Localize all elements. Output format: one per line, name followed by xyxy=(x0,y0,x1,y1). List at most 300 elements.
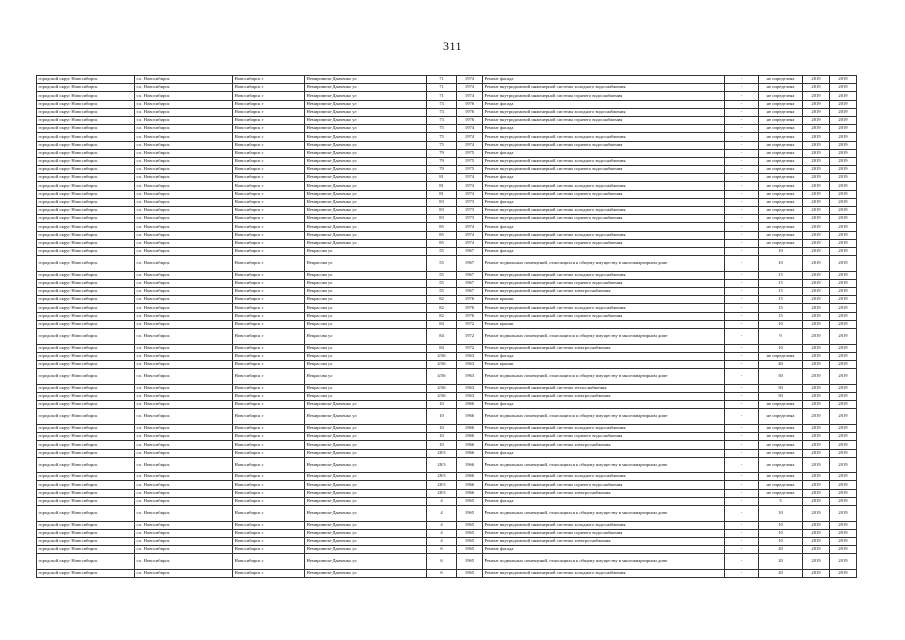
plan-year-cell: 2019 xyxy=(803,384,830,392)
district-cell: г.о. Новосибирск xyxy=(135,198,233,206)
municipality-cell: городской округ Новосибирск xyxy=(37,569,135,577)
dash-cell: - xyxy=(725,125,759,133)
wear-cell: не определена xyxy=(759,92,803,100)
dash-cell: - xyxy=(725,100,759,108)
city-cell: Новосибирск г xyxy=(233,141,305,149)
table-row xyxy=(37,92,857,100)
municipality-cell: городской округ Новосибирск xyxy=(37,352,135,360)
table-row xyxy=(37,166,857,174)
work-type-cell: Ремонт внутридомовой инженерной системы горячего водоснабжения xyxy=(483,481,725,489)
plan-year-cell: 2019 xyxy=(803,256,830,272)
district-cell: г.о. Новосибирск xyxy=(135,108,233,116)
year-built-cell: 1976 xyxy=(457,304,483,312)
table-row xyxy=(37,182,857,190)
district-cell: г.о. Новосибирск xyxy=(135,392,233,400)
year-built-cell: 1965 xyxy=(457,538,483,546)
house-number-cell: 4/56 xyxy=(427,369,457,385)
end-year-cell: 2019 xyxy=(830,424,857,432)
end-year-cell: 2019 xyxy=(830,256,857,272)
year-built-cell: 1972 xyxy=(457,344,483,352)
plan-year-cell: 2019 xyxy=(803,304,830,312)
street-cell: Немировича-Данченко ул xyxy=(305,198,427,206)
year-built-cell: 1975 xyxy=(457,166,483,174)
house-number-cell: 28/3 xyxy=(427,473,457,481)
municipality-cell: городской округ Новосибирск xyxy=(37,247,135,255)
district-cell: г.о. Новосибирск xyxy=(135,190,233,198)
end-year-cell: 2019 xyxy=(830,546,857,554)
municipality-cell: городской округ Новосибирск xyxy=(37,157,135,165)
plan-year-cell: 2019 xyxy=(803,433,830,441)
municipality-cell: городской округ Новосибирск xyxy=(37,546,135,554)
street-cell: Немировича-Данченко ул xyxy=(305,174,427,182)
wear-cell: 10 xyxy=(759,538,803,546)
municipality-cell: городской округ Новосибирск xyxy=(37,296,135,304)
municipality-cell: городской округ Новосибирск xyxy=(37,529,135,537)
end-year-cell: 2019 xyxy=(830,76,857,84)
year-built-cell: 1974 xyxy=(457,223,483,231)
plan-year-cell: 2019 xyxy=(803,215,830,223)
street-cell: Немировича-Данченко ул xyxy=(305,108,427,116)
wear-cell: не определена xyxy=(759,215,803,223)
street-cell: Немировича-Данченко ул xyxy=(305,125,427,133)
wear-cell: 5 xyxy=(759,497,803,505)
dash-cell: - xyxy=(725,133,759,141)
city-cell: Новосибирск г xyxy=(233,361,305,369)
wear-cell: не определена xyxy=(759,481,803,489)
house-number-cell: 10 xyxy=(427,433,457,441)
end-year-cell: 2019 xyxy=(830,473,857,481)
end-year-cell: 2019 xyxy=(830,384,857,392)
district-cell: г.о. Новосибирск xyxy=(135,497,233,505)
table-row xyxy=(37,569,857,577)
dash-cell: - xyxy=(725,529,759,537)
end-year-cell: 2019 xyxy=(830,247,857,255)
work-type-cell: Ремонт внутридомовой инженерной системы горячего водоснабжения xyxy=(483,141,725,149)
city-cell: Новосибирск г xyxy=(233,166,305,174)
house-number-cell: 4/56 xyxy=(427,361,457,369)
house-number-cell: 4 xyxy=(427,497,457,505)
year-built-cell: 1975 xyxy=(457,149,483,157)
work-type-cell: Ремонт подвальных помещений, относящихся к общему имуществу в многоквартирном доме xyxy=(483,256,725,272)
wear-cell: 10 xyxy=(759,344,803,352)
end-year-cell: 2019 xyxy=(830,304,857,312)
year-built-cell: 1963 xyxy=(457,361,483,369)
street-cell: Немировича-Данченко ул xyxy=(305,239,427,247)
district-cell: г.о. Новосибирск xyxy=(135,296,233,304)
work-type-cell: Ремонт фасада xyxy=(483,352,725,360)
wear-cell: не определена xyxy=(759,157,803,165)
municipality-cell: городской округ Новосибирск xyxy=(37,141,135,149)
end-year-cell: 2019 xyxy=(830,182,857,190)
house-number-cell: 84 xyxy=(427,320,457,328)
municipality-cell: городской округ Новосибирск xyxy=(37,271,135,279)
plan-year-cell: 2019 xyxy=(803,329,830,345)
dash-cell: - xyxy=(725,392,759,400)
street-cell: Немировича-Данченко ул xyxy=(305,166,427,174)
year-built-cell: 1966 xyxy=(457,409,483,425)
year-built-cell: 1974 xyxy=(457,92,483,100)
end-year-cell: 2019 xyxy=(830,207,857,215)
work-type-cell: Ремонт внутридомовой инженерной системы электроснабжения xyxy=(483,392,725,400)
wear-cell: 10 xyxy=(759,521,803,529)
district-cell: г.о. Новосибирск xyxy=(135,457,233,473)
plan-year-cell: 2019 xyxy=(803,409,830,425)
municipality-cell: городской округ Новосибирск xyxy=(37,554,135,570)
city-cell: Новосибирск г xyxy=(233,441,305,449)
street-cell: Немировича-Данченко ул xyxy=(305,546,427,554)
municipality-cell: городской округ Новосибирск xyxy=(37,449,135,457)
district-cell: г.о. Новосибирск xyxy=(135,424,233,432)
wear-cell: не определена xyxy=(759,449,803,457)
house-number-cell: 73 xyxy=(427,108,457,116)
city-cell: Новосибирск г xyxy=(233,76,305,84)
year-built-cell: 1972 xyxy=(457,320,483,328)
table-row xyxy=(37,207,857,215)
work-type-cell: Ремонт внутридомовой инженерной системы горячего водоснабжения xyxy=(483,92,725,100)
work-type-cell: Ремонт подвальных помещений, относящихся к общему имуществу в многоквартирном доме xyxy=(483,369,725,385)
municipality-cell: городской округ Новосибирск xyxy=(37,231,135,239)
work-type-cell: Ремонт внутридомовой инженерной системы горячего водоснабжения xyxy=(483,529,725,537)
house-number-cell: 75 xyxy=(427,125,457,133)
house-number-cell: 82 xyxy=(427,296,457,304)
wear-cell: не определена xyxy=(759,190,803,198)
work-type-cell: Ремонт подвальных помещений, относящихся к общему имуществу в многоквартирном доме xyxy=(483,554,725,570)
year-built-cell: 1973 xyxy=(457,207,483,215)
year-built-cell: 1966 xyxy=(457,457,483,473)
table-row xyxy=(37,174,857,182)
city-cell: Новосибирск г xyxy=(233,538,305,546)
house-number-cell: 4 xyxy=(427,521,457,529)
end-year-cell: 2019 xyxy=(830,433,857,441)
table-row xyxy=(37,529,857,537)
house-number-cell: 6 xyxy=(427,554,457,570)
street-cell: Некрасова ул xyxy=(305,352,427,360)
end-year-cell: 2019 xyxy=(830,239,857,247)
table-row xyxy=(37,457,857,473)
city-cell: Новосибирск г xyxy=(233,182,305,190)
table-row xyxy=(37,116,857,124)
municipality-cell: городской округ Новосибирск xyxy=(37,409,135,425)
dash-cell: - xyxy=(725,271,759,279)
municipality-cell: городской округ Новосибирск xyxy=(37,288,135,296)
district-cell: г.о. Новосибирск xyxy=(135,441,233,449)
dash-cell: - xyxy=(725,296,759,304)
wear-cell: не определена xyxy=(759,401,803,409)
table-row xyxy=(37,223,857,231)
street-cell: Немировича-Данченко ул xyxy=(305,116,427,124)
dash-cell: - xyxy=(725,215,759,223)
end-year-cell: 2019 xyxy=(830,157,857,165)
street-cell: Некрасова ул xyxy=(305,256,427,272)
plan-year-cell: 2019 xyxy=(803,546,830,554)
municipality-cell: городской округ Новосибирск xyxy=(37,473,135,481)
wear-cell: не определена xyxy=(759,76,803,84)
city-cell: Новосибирск г xyxy=(233,239,305,247)
table-row xyxy=(37,473,857,481)
table-row xyxy=(37,312,857,320)
plan-year-cell: 2019 xyxy=(803,392,830,400)
plan-year-cell: 2019 xyxy=(803,296,830,304)
table-row xyxy=(37,489,857,497)
wear-cell: 10 xyxy=(759,320,803,328)
street-cell: Немировича-Данченко ул xyxy=(305,489,427,497)
house-number-cell: 85 xyxy=(427,231,457,239)
municipality-cell: городской округ Новосибирск xyxy=(37,506,135,522)
end-year-cell: 2019 xyxy=(830,133,857,141)
work-type-cell: Ремонт внутридомовой инженерной системы холодного водоснабжения xyxy=(483,133,725,141)
house-number-cell: 84 xyxy=(427,344,457,352)
district-cell: г.о. Новосибирск xyxy=(135,157,233,165)
year-built-cell: 1965 xyxy=(457,546,483,554)
work-type-cell: Ремонт крыши xyxy=(483,361,725,369)
end-year-cell: 2019 xyxy=(830,100,857,108)
city-cell: Новосибирск г xyxy=(233,279,305,287)
district-cell: г.о. Новосибирск xyxy=(135,329,233,345)
street-cell: Некрасова ул xyxy=(305,312,427,320)
end-year-cell: 2019 xyxy=(830,223,857,231)
city-cell: Новосибирск г xyxy=(233,271,305,279)
year-built-cell: 1965 xyxy=(457,521,483,529)
house-number-cell: 79 xyxy=(427,157,457,165)
dash-cell: - xyxy=(725,489,759,497)
house-number-cell: 83 xyxy=(427,198,457,206)
district-cell: г.о. Новосибирск xyxy=(135,231,233,239)
end-year-cell: 2019 xyxy=(830,231,857,239)
district-cell: г.о. Новосибирск xyxy=(135,554,233,570)
city-cell: Новосибирск г xyxy=(233,108,305,116)
table-row xyxy=(37,288,857,296)
municipality-cell: городской округ Новосибирск xyxy=(37,239,135,247)
street-cell: Немировича-Данченко ул xyxy=(305,149,427,157)
year-built-cell: 1976 xyxy=(457,108,483,116)
wear-cell: не определена xyxy=(759,409,803,425)
municipality-cell: городской округ Новосибирск xyxy=(37,125,135,133)
work-type-cell: Ремонт фасада xyxy=(483,174,725,182)
dash-cell: - xyxy=(725,157,759,165)
work-type-cell: Ремонт фасада xyxy=(483,149,725,157)
plan-year-cell: 2019 xyxy=(803,344,830,352)
plan-year-cell: 2019 xyxy=(803,157,830,165)
year-built-cell: 1965 xyxy=(457,506,483,522)
end-year-cell: 2019 xyxy=(830,288,857,296)
plan-year-cell: 2019 xyxy=(803,457,830,473)
end-year-cell: 2019 xyxy=(830,401,857,409)
municipality-cell: городской округ Новосибирск xyxy=(37,384,135,392)
house-number-cell: 82 xyxy=(427,312,457,320)
municipality-cell: городской округ Новосибирск xyxy=(37,207,135,215)
street-cell: Немировича-Данченко ул xyxy=(305,506,427,522)
work-type-cell: Ремонт внутридомовой инженерной системы электроснабжения xyxy=(483,489,725,497)
dash-cell: - xyxy=(725,401,759,409)
dash-cell: - xyxy=(725,247,759,255)
street-cell: Немировича-Данченко ул xyxy=(305,133,427,141)
street-cell: Немировича-Данченко ул xyxy=(305,157,427,165)
city-cell: Новосибирск г xyxy=(233,521,305,529)
district-cell: г.о. Новосибирск xyxy=(135,473,233,481)
plan-year-cell: 2019 xyxy=(803,279,830,287)
municipality-cell: городской округ Новосибирск xyxy=(37,92,135,100)
plan-year-cell: 2019 xyxy=(803,108,830,116)
plan-year-cell: 2019 xyxy=(803,554,830,570)
district-cell: г.о. Новосибирск xyxy=(135,141,233,149)
table-row xyxy=(37,384,857,392)
city-cell: Новосибирск г xyxy=(233,198,305,206)
table-row xyxy=(37,239,857,247)
district-cell: г.о. Новосибирск xyxy=(135,538,233,546)
work-type-cell: Ремонт внутридомовой инженерной системы холодного водоснабжения xyxy=(483,271,725,279)
municipality-cell: городской округ Новосибирск xyxy=(37,256,135,272)
dash-cell: - xyxy=(725,449,759,457)
municipality-cell: городской округ Новосибирск xyxy=(37,329,135,345)
city-cell: Новосибирск г xyxy=(233,320,305,328)
municipality-cell: городской округ Новосибирск xyxy=(37,76,135,84)
year-built-cell: 1972 xyxy=(457,329,483,345)
street-cell: Немировича-Данченко ул xyxy=(305,182,427,190)
street-cell: Немировича-Данченко ул xyxy=(305,190,427,198)
plan-year-cell: 2019 xyxy=(803,441,830,449)
street-cell: Некрасова ул xyxy=(305,271,427,279)
district-cell: г.о. Новосибирск xyxy=(135,223,233,231)
city-cell: Новосибирск г xyxy=(233,190,305,198)
plan-year-cell: 2019 xyxy=(803,401,830,409)
plan-year-cell: 2019 xyxy=(803,320,830,328)
plan-year-cell: 2019 xyxy=(803,361,830,369)
work-type-cell: Ремонт подвальных помещений, относящихся к общему имуществу в многоквартирном доме xyxy=(483,457,725,473)
table-row xyxy=(37,125,857,133)
plan-year-cell: 2019 xyxy=(803,352,830,360)
table-row xyxy=(37,247,857,255)
table-row xyxy=(37,409,857,425)
work-type-cell: Ремонт внутридомовой инженерной системы горячего водоснабжения xyxy=(483,116,725,124)
year-built-cell: 1973 xyxy=(457,198,483,206)
end-year-cell: 2019 xyxy=(830,352,857,360)
table-row xyxy=(37,84,857,92)
dash-cell: - xyxy=(725,521,759,529)
municipality-cell: городской округ Новосибирск xyxy=(37,424,135,432)
wear-cell: 15 xyxy=(759,304,803,312)
table-row xyxy=(37,215,857,223)
street-cell: Немировича-Данченко ул xyxy=(305,457,427,473)
table-row xyxy=(37,141,857,149)
table-body xyxy=(37,76,857,578)
dash-cell: - xyxy=(725,207,759,215)
plan-year-cell: 2019 xyxy=(803,473,830,481)
year-built-cell: 1967 xyxy=(457,288,483,296)
dash-cell: - xyxy=(725,320,759,328)
dash-cell: - xyxy=(725,473,759,481)
dash-cell: - xyxy=(725,223,759,231)
city-cell: Новосибирск г xyxy=(233,256,305,272)
street-cell: Немировича-Данченко ул xyxy=(305,424,427,432)
year-built-cell: 1966 xyxy=(457,433,483,441)
dash-cell: - xyxy=(725,174,759,182)
end-year-cell: 2019 xyxy=(830,279,857,287)
municipality-cell: городской округ Новосибирск xyxy=(37,100,135,108)
plan-year-cell: 2019 xyxy=(803,449,830,457)
table-row xyxy=(37,198,857,206)
district-cell: г.о. Новосибирск xyxy=(135,344,233,352)
wear-cell: не определена xyxy=(759,441,803,449)
wear-cell: не определена xyxy=(759,231,803,239)
wear-cell: не определена xyxy=(759,352,803,360)
end-year-cell: 2019 xyxy=(830,174,857,182)
wear-cell: не определена xyxy=(759,433,803,441)
work-type-cell: Ремонт подвальных помещений, относящихся к общему имуществу в многоквартирном доме xyxy=(483,506,725,522)
house-number-cell: 55 xyxy=(427,247,457,255)
dash-cell: - xyxy=(725,182,759,190)
end-year-cell: 2019 xyxy=(830,441,857,449)
year-built-cell: 1965 xyxy=(457,497,483,505)
end-year-cell: 2019 xyxy=(830,84,857,92)
plan-year-cell: 2019 xyxy=(803,424,830,432)
house-number-cell: 81 xyxy=(427,190,457,198)
city-cell: Новосибирск г xyxy=(233,125,305,133)
work-type-cell: Ремонт подвальных помещений, относящихся к общему имуществу в многоквартирном доме xyxy=(483,409,725,425)
year-built-cell: 1976 xyxy=(457,312,483,320)
dash-cell: - xyxy=(725,239,759,247)
end-year-cell: 2019 xyxy=(830,369,857,385)
year-built-cell: 1963 xyxy=(457,392,483,400)
repair-register-table xyxy=(36,75,857,578)
city-cell: Новосибирск г xyxy=(233,207,305,215)
work-type-cell: Ремонт внутридомовой инженерной системы горячего водоснабжения xyxy=(483,312,725,320)
house-number-cell: 73 xyxy=(427,100,457,108)
street-cell: Некрасова ул xyxy=(305,392,427,400)
plan-year-cell: 2019 xyxy=(803,231,830,239)
municipality-cell: городской округ Новосибирск xyxy=(37,361,135,369)
house-number-cell: 10 xyxy=(427,401,457,409)
end-year-cell: 2019 xyxy=(830,108,857,116)
municipality-cell: городской округ Новосибирск xyxy=(37,133,135,141)
district-cell: г.о. Новосибирск xyxy=(135,546,233,554)
year-built-cell: 1974 xyxy=(457,76,483,84)
street-cell: Немировича-Данченко ул xyxy=(305,441,427,449)
year-built-cell: 1963 xyxy=(457,384,483,392)
municipality-cell: городской округ Новосибирск xyxy=(37,279,135,287)
plan-year-cell: 2019 xyxy=(803,100,830,108)
municipality-cell: городской округ Новосибирск xyxy=(37,116,135,124)
plan-year-cell: 2019 xyxy=(803,497,830,505)
plan-year-cell: 2019 xyxy=(803,481,830,489)
work-type-cell: Ремонт фасада xyxy=(483,125,725,133)
district-cell: г.о. Новосибирск xyxy=(135,529,233,537)
wear-cell: не определена xyxy=(759,457,803,473)
house-number-cell: 4/56 xyxy=(427,392,457,400)
house-number-cell: 4 xyxy=(427,538,457,546)
plan-year-cell: 2019 xyxy=(803,223,830,231)
city-cell: Новосибирск г xyxy=(233,304,305,312)
dash-cell: - xyxy=(725,506,759,522)
table-row xyxy=(37,441,857,449)
end-year-cell: 2019 xyxy=(830,569,857,577)
house-number-cell: 81 xyxy=(427,174,457,182)
city-cell: Новосибирск г xyxy=(233,215,305,223)
dash-cell: - xyxy=(725,190,759,198)
street-cell: Немировича-Данченко ул xyxy=(305,529,427,537)
work-type-cell: Ремонт внутридомовой инженерной системы электроснабжения xyxy=(483,288,725,296)
table-row xyxy=(37,100,857,108)
dash-cell: - xyxy=(725,424,759,432)
street-cell: Немировича-Данченко ул xyxy=(305,538,427,546)
district-cell: г.о. Новосибирск xyxy=(135,256,233,272)
municipality-cell: городской округ Новосибирск xyxy=(37,481,135,489)
plan-year-cell: 2019 xyxy=(803,529,830,537)
city-cell: Новосибирск г xyxy=(233,174,305,182)
work-type-cell: Ремонт фасада xyxy=(483,401,725,409)
wear-cell: 10 xyxy=(759,529,803,537)
dash-cell: - xyxy=(725,441,759,449)
district-cell: г.о. Новосибирск xyxy=(135,361,233,369)
